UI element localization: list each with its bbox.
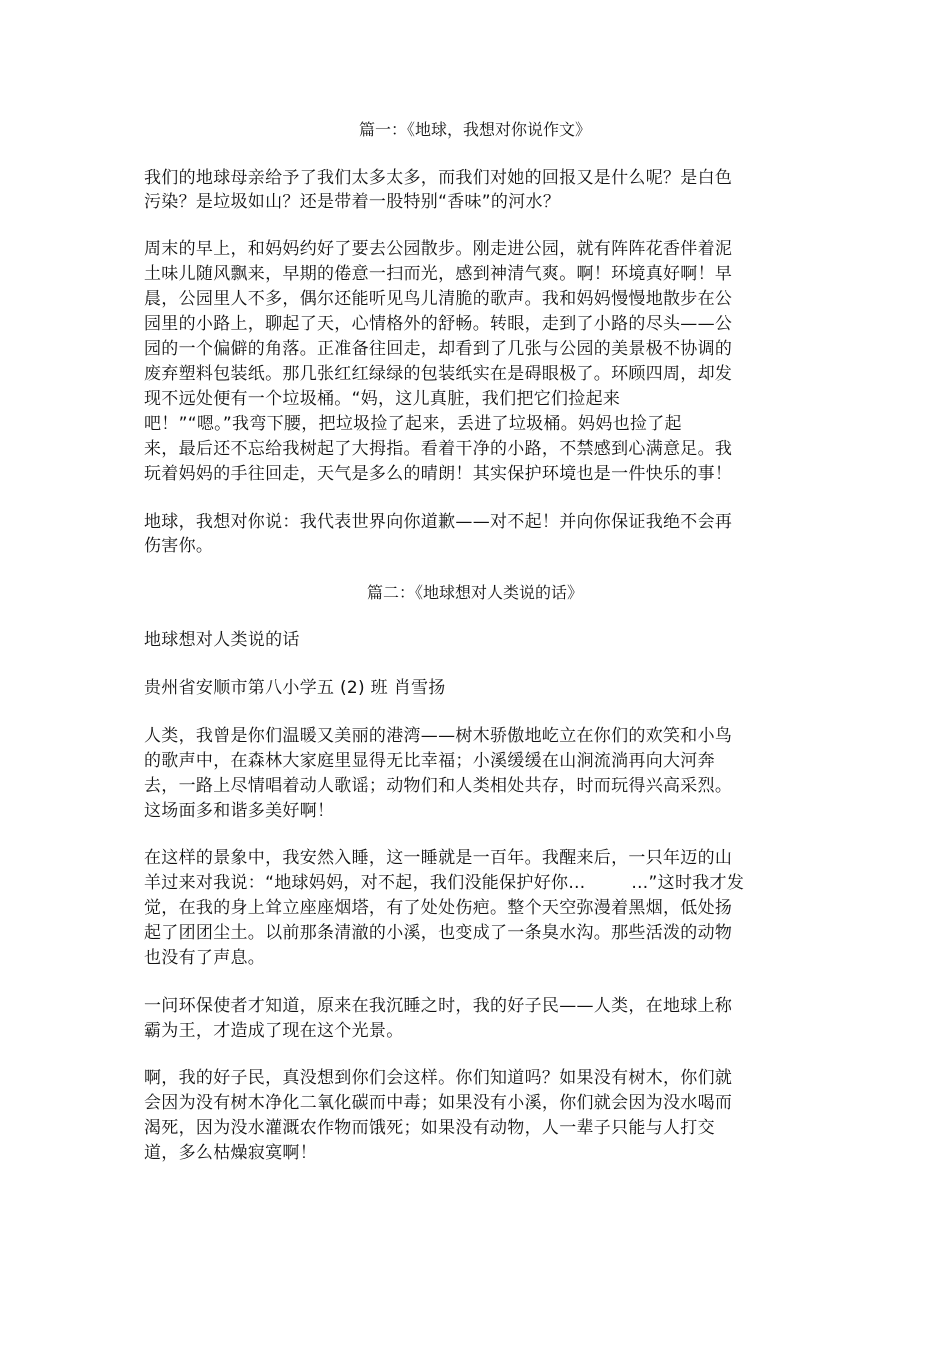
article1-p1-line2: 污染？是垃圾如山？还是带着一股特别“香味”的河水？: [144, 192, 561, 212]
article2-author: 贵州省安顺市第八小学五 (2) 班 肖雪扬: [144, 678, 446, 698]
article2-p3-line1: 一问环保使者才知道，原来在我沉睡之时，我的好子民——人类，在地球上称: [144, 996, 733, 1016]
article1-p2-line9: 来，最后还不忘给我树起了大拇指。看着干净的小路，不禁感到心满意足。我: [144, 439, 733, 459]
article2-p3-line2: 霸为王，才造成了现在这个光景。: [144, 1021, 404, 1041]
article2-p4-line4: 道，多么枯燥寂寞啊！: [144, 1143, 317, 1163]
article1-p2-line8: 吧！”“嗯。”我弯下腰，把垃圾捡了起来，丢进了垃圾桶。妈妈也捡了起: [144, 414, 682, 434]
article1-p2-line2: 土味儿随风飘来，早期的倦意一扫而光，感到神清气爽。啊！环境真好啊！早: [144, 264, 733, 284]
article1-p3-line2: 伤害你。: [144, 536, 214, 556]
article1-title: 篇一：《地球，我想对你说作文》: [358, 120, 591, 139]
article2-subtitle: 地球想对人类说的话: [144, 630, 300, 650]
article2-p4-line3: 渴死，因为没水灌溉农作物而饿死；如果没有动物，人一辈子只能与人打交: [144, 1118, 715, 1138]
article1-p2-line6: 废弃塑料包装纸。那几张红红绿绿的包装纸实在是碍眼极了。环顾四周，却发: [144, 364, 733, 384]
article2-p4-line2: 会因为没有树木净化二氧化碳而中毒；如果没有小溪，你们就会因为没水喝而: [144, 1093, 733, 1113]
article1-p3-line1: 地球，我想对你说：我代表世界向你道歉——对不起！并向你保证我绝不会再: [144, 512, 733, 532]
article1-p2-line4: 园里的小路上，聊起了天，心情格外的舒畅。转眼，走到了小路的尽头——公: [144, 314, 733, 334]
article1-p2-line7: 现不远处便有一个垃圾桶。“妈，这儿真脏，我们把它们捡起来: [144, 389, 621, 409]
article1-p2-line1: 周末的早上，和妈妈约好了要去公园散步。刚走进公园，就有阵阵花香伴着泥: [144, 239, 733, 259]
article2-p2-line4: 起了团团尘土。以前那条清澈的小溪，也变成了一条臭水沟。那些活泼的动物: [144, 923, 733, 943]
article2-p1-line3: 去，一路上尽情唱着动人歌谣；动物们和人类相处共存，时而玩得兴高采烈。: [144, 776, 733, 796]
article1-p1-line1: 我们的地球母亲给予了我们太多太多，而我们对她的回报又是什么呢？是白色: [144, 168, 733, 188]
article2-title: 篇二：《地球想对人类说的话》: [366, 583, 583, 602]
article2-p1-line1: 人类，我曾是你们温暖又美丽的港湾——树木骄傲地屹立在你们的欢笑和小鸟: [144, 726, 733, 746]
article1-p2-line3: 晨，公园里人不多，偶尔还能听见鸟儿清脆的歌声。我和妈妈慢慢地散步在公: [144, 289, 733, 309]
article2-p2-line1: 在这样的景象中，我安然入睡，这一睡就是一百年。我醒来后，一只年迈的山: [144, 848, 733, 868]
article1-p2-line5: 园的一个偏僻的角落。正准备往回走，却看到了几张与公园的美景极不协调的: [144, 339, 733, 359]
article2-p1-line4: 这场面多和谐多美好啊！: [144, 801, 335, 821]
article2-p1-line2: 的歌声中，在森林大家庭里显得无比幸福；小溪缓缓在山涧流淌再向大河奔: [144, 751, 715, 771]
article2-p2-line5: 也没有了声息。: [144, 948, 266, 968]
article2-p4-line1: 啊，我的好子民，真没想到你们会这样。你们知道吗？如果没有树木，你们就: [144, 1068, 733, 1088]
article2-p2-line3: 觉，在我的身上耸立座座烟塔，有了处处伤疤。整个天空弥漫着黑烟，低处扬: [144, 898, 733, 918]
article2-p2-line2: 羊过来对我说：“地球妈妈，对不起，我们没能保护好你… …”这时我才发: [144, 873, 745, 893]
article1-p2-line10: 玩着妈妈的手往回走，天气是多么的晴朗！其实保护环境也是一件快乐的事！: [144, 464, 733, 484]
